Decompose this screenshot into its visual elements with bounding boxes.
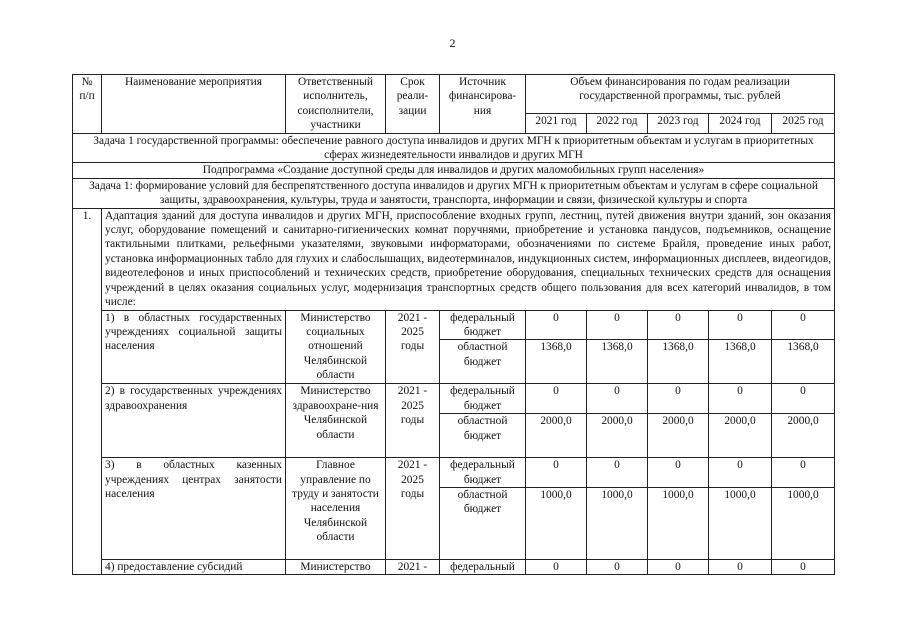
value-cell: 1368,0 [526,340,587,384]
header-year: 2025 год [772,113,835,133]
value-cell: 0 [648,384,709,414]
value-cell: 1000,0 [709,487,772,559]
header-year: 2023 год [648,113,709,133]
value-cell: 0 [648,559,709,574]
subitem-row [73,458,835,488]
header-source: Источник финансирова-ния [440,75,526,134]
subitem-name: 4) предоставление субсидий [102,559,286,574]
task-sub-text: Задача 1: формирование условий для беспрепятственного доступа инвалидов и других МГН к приоритетным объектам и услугам в сфере социальной защиты, здравоохранения, культуры, труда и занятости, транспорта, информации и связи, физической культуры и спорта [73,178,835,208]
subitem-source: федеральный бюджет [440,458,526,488]
value-cell: 0 [709,310,772,340]
header-year: 2024 год [709,113,772,133]
value-cell: 0 [526,310,587,340]
value-cell: 1000,0 [772,487,835,559]
item-row [73,208,835,310]
value-cell: 0 [772,559,835,574]
value-cell: 0 [772,310,835,340]
value-cell: 2000,0 [709,414,772,458]
value-cell: 0 [772,384,835,414]
value-cell: 2000,0 [526,414,587,458]
header-year: 2022 год [587,113,648,133]
value-cell: 1000,0 [648,487,709,559]
value-cell: 0 [587,458,648,488]
subitem-term: 2021 - [386,559,440,574]
value-cell: 0 [526,458,587,488]
value-cell: 0 [587,559,648,574]
value-cell: 0 [526,384,587,414]
subprogram-text: Подпрограмма «Создание доступной среды для инвалидов и других маломобильных групп населения» [73,163,835,178]
header-name: Наименование мероприятия [102,75,286,134]
item-number: 1. [73,208,102,310]
value-cell: 2000,0 [587,414,648,458]
subitem-responsible: Министерство социальных отношений Челябинской области [286,310,386,384]
subitem-source: областной бюджет [440,340,526,384]
value-cell: 0 [526,559,587,574]
subitem-name: 1) в областных государственных учреждениях социальной защиты населения [102,310,286,384]
subitem-source: федеральный бюджет [440,310,526,340]
value-cell: 1368,0 [772,340,835,384]
value-cell: 0 [709,458,772,488]
header-year: 2021 год [526,113,587,133]
value-cell: 1368,0 [709,340,772,384]
header-num: № п/п [73,75,102,134]
value-cell: 0 [709,384,772,414]
header-responsible: Ответственный исполнитель, соисполнители, участники [286,75,386,134]
page-number: 2 [449,36,456,50]
value-cell: 2000,0 [648,414,709,458]
value-cell: 1000,0 [526,487,587,559]
header-term: Срок реали-зации [386,75,440,134]
financing-table [72,74,835,575]
value-cell: 1368,0 [587,340,648,384]
task-program-row [73,133,835,163]
item-text: Адаптация зданий для доступа инвалидов и других МГН, приспособление входных групп, лестниц, путей движения внутри зданий, зон оказания услуг, оборудование помещений и санитарно-гигиенических комнат поручнями, приобретение и установка пандусов, подъемников, оснащение тактильными плитками, рельефными указателями, звуковыми информаторами, обозначениями по системе Брайля, проведение иных работ, установка информационных табло для глухих и слабослышащих, видеотерминалов, индукционных систем, информационных дисплеев, видеогидов, видеотелефонов и иных приспособлений и технических средств, приобретение оборудования, специальных технических средств для оснащения учреждений в целях оказания социальных услуг, модернизация транспортных средств общего пользования для всех категорий инвалидов, в том числе: [102,208,835,310]
subitem-term: 2021 - 2025 годы [386,384,440,458]
subitem-row [73,310,835,340]
subitem-term: 2021 - 2025 годы [386,310,440,384]
task-sub-row [73,178,835,208]
value-cell: 0 [587,310,648,340]
value-cell: 0 [772,458,835,488]
subitem-responsible: Главное управление по труду и занятости населения Челябинской области [286,458,386,560]
value-cell: 2000,0 [772,414,835,458]
subprogram-row [73,163,835,178]
subitem-source: федеральный [440,559,526,574]
subitem-source: федеральный бюджет [440,384,526,414]
value-cell: 0 [587,384,648,414]
subitem-term: 2021 - 2025 годы [386,458,440,560]
subitem-name: 3) в областных казенных учреждениях центрах занятости населения [102,458,286,560]
subitem-row [73,559,835,574]
value-cell: 0 [648,458,709,488]
subitem-responsible: Министерство здравоохране-ния Челябинской области [286,384,386,458]
subitem-responsible: Министерство [286,559,386,574]
value-cell: 0 [648,310,709,340]
task-program-text: Задача 1 государственной программы: обеспечение равного доступа инвалидов и других МГН к приоритетным объектам и услугам в приоритетных сферах жизнедеятельности инвалидов и других МГН [73,133,835,163]
table-header-row [73,75,835,114]
subitem-name: 2) в государственных учреждениях здравоохранения [102,384,286,458]
value-cell: 1368,0 [648,340,709,384]
subitem-source: областной бюджет [440,487,526,559]
header-volume: Объем финансирования по годам реализации государственной программы, тыс. рублей [526,75,835,114]
value-cell: 1000,0 [587,487,648,559]
subitem-row [73,384,835,414]
value-cell: 0 [709,559,772,574]
subitem-source: областной бюджет [440,414,526,458]
